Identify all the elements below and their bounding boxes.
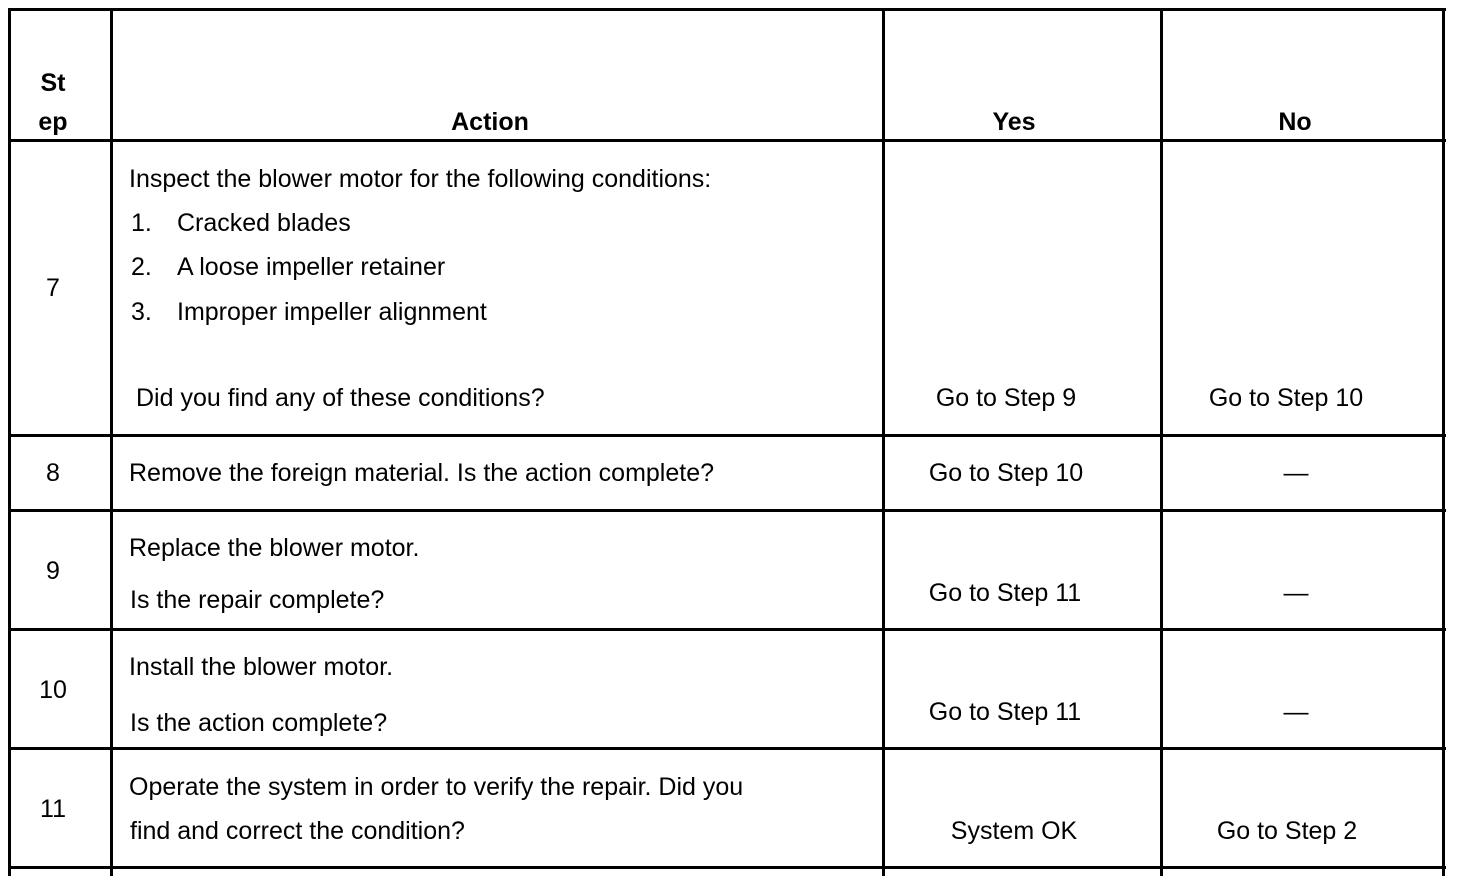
yes-result: System OK (950, 817, 1078, 845)
row-divider (8, 628, 1446, 631)
row-divider (8, 747, 1446, 750)
action-text: Operate the system in order to verify the repair. Did you (129, 773, 744, 801)
column-divider (882, 8, 885, 876)
list-number: 3. (131, 298, 152, 326)
list-text: Improper impeller alignment (177, 298, 487, 326)
column-divider (110, 8, 113, 876)
table-border-bottom (8, 866, 1446, 869)
list-text: A loose impeller retainer (177, 253, 446, 281)
step-number: 8 (46, 459, 60, 487)
table-border-top (8, 8, 1446, 11)
no-result: — (1283, 579, 1309, 607)
header-yes: Yes (992, 108, 1036, 136)
step-number: 10 (39, 676, 67, 704)
row-divider (8, 139, 1446, 142)
yes-result: Go to Step 11 (928, 579, 1082, 607)
action-question: Is the repair complete? (130, 586, 385, 614)
header-step-line1: St (40, 69, 66, 97)
list-item (131, 297, 487, 327)
no-result: — (1283, 698, 1309, 726)
action-question: Is the action complete? (130, 709, 388, 737)
step-number: 9 (46, 557, 60, 585)
list-text: Cracked blades (177, 209, 351, 237)
header-no: No (1278, 108, 1312, 136)
action-question: find and correct the condition? (130, 817, 465, 845)
action-intro: Inspect the blower motor for the following conditions: (129, 165, 712, 193)
table-border-right (1442, 8, 1445, 876)
no-result: — (1283, 459, 1309, 487)
list-item (131, 252, 445, 282)
yes-result: Go to Step 10 (928, 459, 1084, 487)
list-number: 1. (131, 209, 152, 237)
row-divider (8, 509, 1446, 512)
table-border-left (8, 8, 11, 876)
column-divider (1160, 8, 1163, 876)
header-action: Action (451, 108, 529, 136)
no-result: Go to Step 2 (1216, 817, 1358, 845)
yes-result: Go to Step 11 (928, 698, 1082, 726)
action-text: Remove the foreign material. Is the action complete? (129, 459, 715, 487)
list-item (131, 208, 351, 238)
action-question: Did you find any of these conditions? (136, 384, 545, 412)
step-number: 7 (46, 274, 60, 302)
row-divider (8, 434, 1446, 437)
action-text: Replace the blower motor. (129, 534, 420, 562)
action-text: Install the blower motor. (129, 653, 394, 681)
step-number: 11 (40, 795, 66, 823)
yes-result: Go to Step 9 (935, 384, 1077, 412)
no-result: Go to Step 10 (1208, 384, 1364, 412)
header-step-line2: ep (38, 108, 68, 136)
list-number: 2. (131, 253, 152, 281)
